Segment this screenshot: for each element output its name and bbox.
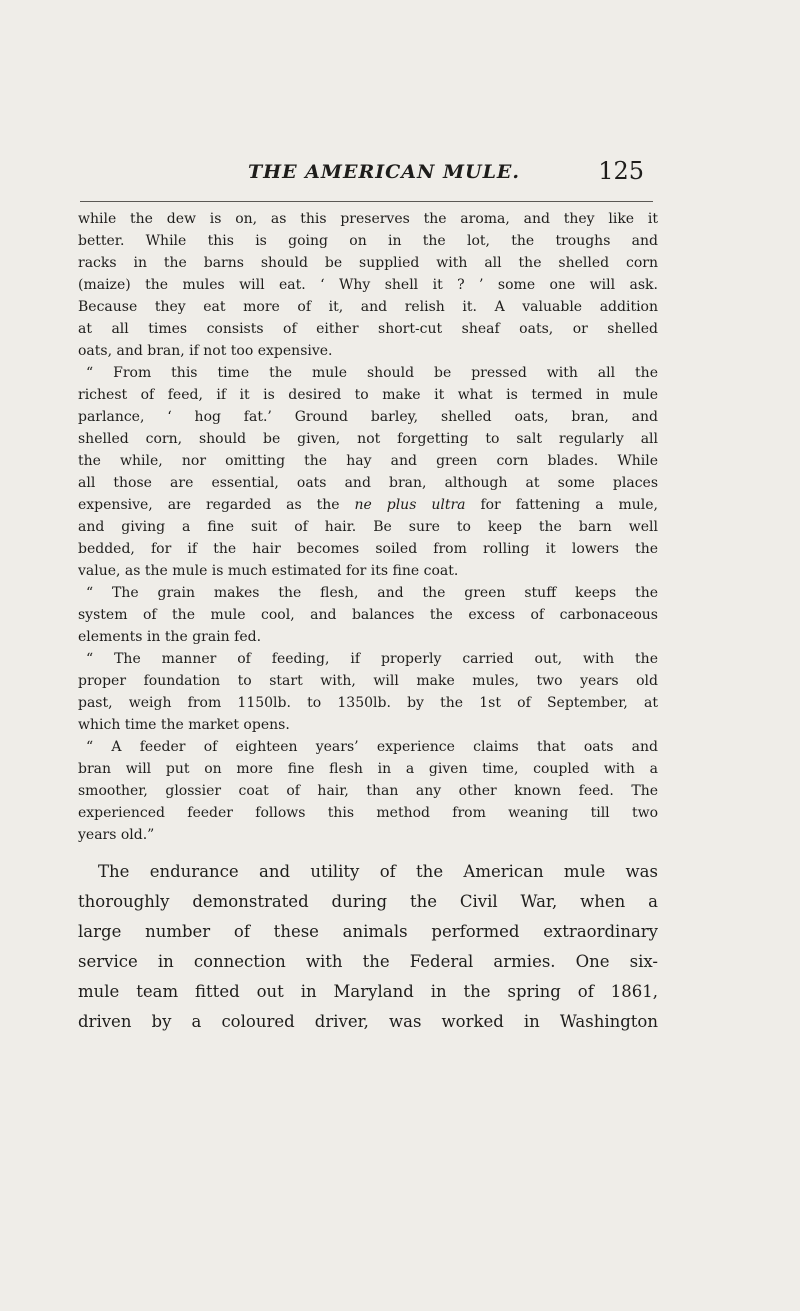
text-line: large number of these animals performed extraordinary — [78, 922, 658, 941]
text-line: elements in the grain fed. — [78, 629, 262, 645]
text-line: mule team fitted out in Maryland in the spring of 1861, — [78, 982, 658, 1001]
text-line: “ A feeder of eighteen years’ experience claims that oats and — [86, 739, 658, 755]
text-line: richest of feed, if it is desired to make it what is termed in mule — [78, 387, 658, 403]
text-line: thoroughly demonstrated during the Civil War, when a — [78, 892, 658, 911]
text-line: experienced feeder follows this method from weaning till two — [78, 805, 658, 821]
text-line: “ The grain makes the flesh, and the green stuff keeps the — [86, 585, 658, 601]
text-line: driven by a coloured driver, was worked in Washington — [78, 1012, 658, 1031]
text-line: “ From this time the mule should be pressed with all the — [86, 365, 658, 381]
text-line: service in connection with the Federal armies. One six- — [78, 952, 658, 971]
text-line-with-italic — [78, 494, 658, 516]
text-segment: expensive, are regarded as the — [78, 497, 340, 513]
text-line: which time the market opens. — [78, 717, 290, 733]
text-line: while the dew is on, as this preserves the aroma, and they like it — [78, 211, 658, 227]
header-rule — [80, 201, 653, 202]
text-line: and giving a fine suit of hair. Be sure to keep the barn well — [78, 519, 658, 535]
text-line: proper foundation to start with, will make mules, two years old — [78, 673, 658, 689]
text-line: bedded, for if the hair becomes soiled from rolling it lowers the — [78, 541, 658, 557]
text-line: system of the mule cool, and balances the excess of carbonaceous — [78, 607, 658, 623]
text-line: The endurance and utility of the American mule was — [98, 862, 658, 881]
text-line: oats, and bran, if not too expensive. — [78, 343, 333, 359]
text-line: racks in the barns should be supplied with all the shelled corn — [78, 255, 658, 271]
running-title: THE AMERICAN MULE. — [248, 161, 521, 183]
text-line: shelled corn, should be given, not forgetting to salt regularly all — [78, 431, 658, 447]
text-line: bran will put on more fine flesh in a given time, coupled with a — [78, 761, 658, 777]
text-line: all those are essential, oats and bran, although at some places — [78, 475, 658, 491]
text-line: years old.” — [78, 827, 155, 843]
text-segment: for fattening a mule, — [465, 497, 658, 513]
running-header — [216, 157, 652, 193]
text-line: parlance, ‘ hog fat.’ Ground barley, shelled oats, bran, and — [78, 409, 658, 425]
text-line: Because they eat more of it, and relish it. A valuable addition — [78, 299, 658, 315]
text-line: past, weigh from 1150lb. to 1350lb. by the 1st of September, at — [78, 695, 658, 711]
text-line: “ The manner of feeding, if properly carried out, with the — [86, 651, 658, 667]
text-line: value, as the mule is much estimated for its fine coat. — [78, 563, 459, 579]
text-line: smoother, glossier coat of hair, than any other known feed. The — [78, 783, 658, 799]
text-line: better. While this is going on in the lot, the troughs and — [78, 233, 658, 249]
text-line: the while, nor omitting the hay and green corn blades. While — [78, 453, 658, 469]
text-line: at all times consists of either short-cut sheaf oats, or shelled — [78, 321, 658, 337]
page-number: 125 — [598, 157, 644, 185]
italic-phrase: ne plus ultra — [354, 497, 466, 513]
text-line: (maize) the mules will eat. ‘ Why shell it ? ’ some one will ask. — [78, 277, 658, 293]
